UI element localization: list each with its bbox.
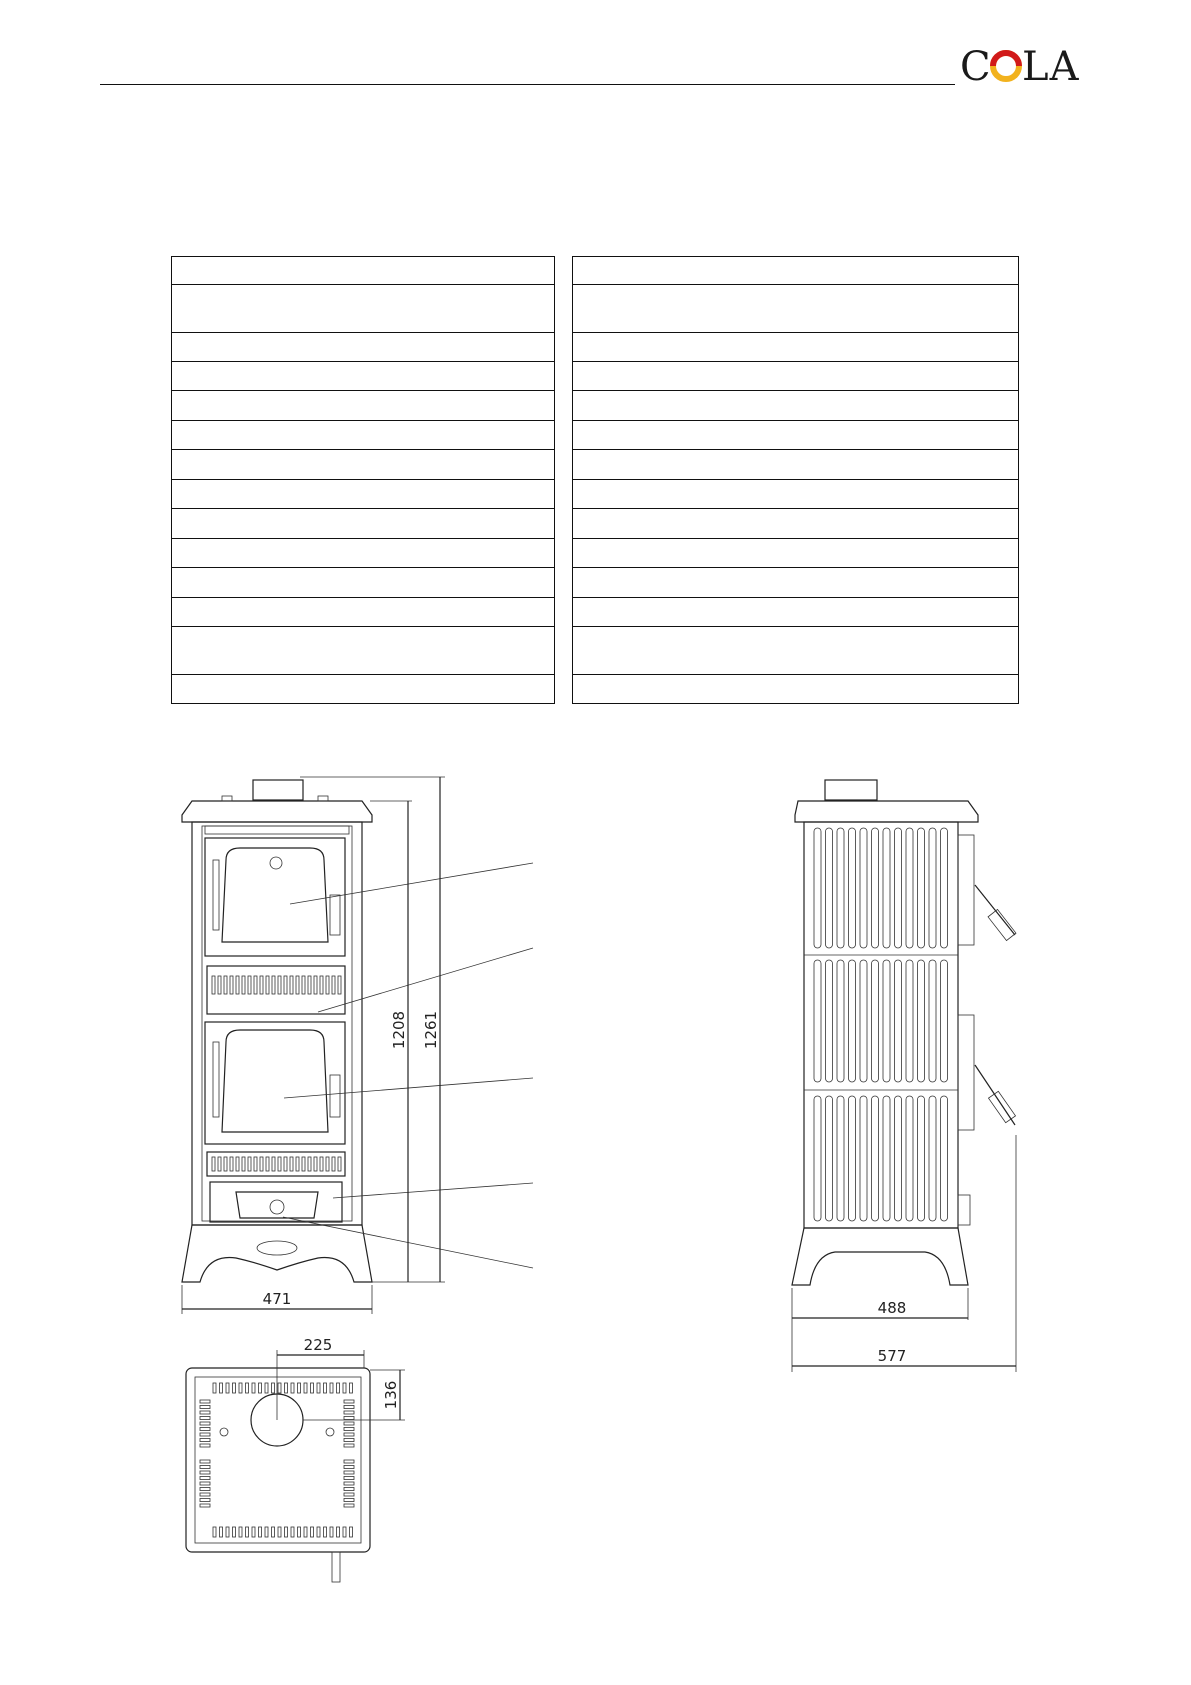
grille-slot — [320, 976, 323, 994]
top-view — [186, 1336, 405, 1582]
leader-line-1 — [290, 863, 533, 904]
side-rib — [895, 828, 902, 948]
top-slot — [317, 1383, 320, 1393]
top-slot — [246, 1527, 249, 1537]
top-slot — [233, 1527, 236, 1537]
fire-door — [205, 1022, 345, 1144]
top-slot — [200, 1499, 210, 1502]
side-rib — [918, 960, 925, 1082]
vent-grille-lower — [207, 1152, 345, 1176]
grille-slot — [290, 976, 293, 994]
grille-slot — [284, 976, 287, 994]
top-bolt-left — [220, 1428, 228, 1436]
top-slot — [344, 1417, 354, 1420]
top-slot — [200, 1482, 210, 1485]
grille-slot — [302, 1157, 305, 1171]
side-rib — [860, 1096, 867, 1221]
grille-slot — [248, 976, 251, 994]
ash-drawer — [210, 1182, 342, 1222]
top-slot — [272, 1383, 275, 1393]
side-rib — [849, 960, 856, 1082]
top-slot — [330, 1383, 333, 1393]
top-slot — [344, 1493, 354, 1496]
top-bolt-right — [326, 1428, 334, 1436]
grille-slot — [308, 1157, 311, 1171]
side-rib — [837, 960, 844, 1082]
top-slot — [324, 1383, 327, 1393]
top-slot — [200, 1428, 210, 1431]
side-fire-handle — [975, 1065, 1015, 1125]
side-base — [792, 1228, 968, 1285]
oven-hinge-left — [213, 860, 219, 930]
top-slot — [252, 1383, 255, 1393]
grille-slot — [296, 976, 299, 994]
top-slot — [200, 1488, 210, 1491]
flue-collar — [253, 780, 303, 800]
side-rib — [814, 828, 821, 948]
side-rib — [895, 1096, 902, 1221]
stove-body — [192, 822, 362, 1225]
grille-slot — [272, 976, 275, 994]
leader-line-2 — [318, 948, 533, 1012]
oven-thermometer-icon — [270, 857, 282, 869]
top-slot — [291, 1383, 294, 1393]
dim-label-flue-y: 136 — [382, 1380, 400, 1410]
top-slot — [344, 1444, 354, 1447]
top-slot — [265, 1527, 268, 1537]
grille-slot — [308, 976, 311, 994]
top-slot — [272, 1527, 275, 1537]
grille-slot — [248, 1157, 251, 1171]
grille-slot — [260, 976, 263, 994]
air-regulator-icon — [270, 1200, 284, 1214]
top-slot — [226, 1527, 229, 1537]
grille-slot — [254, 1157, 257, 1171]
grille-slot — [338, 1157, 341, 1171]
top-slot — [337, 1527, 340, 1537]
top-slot — [285, 1383, 288, 1393]
top-view-handle — [332, 1552, 340, 1582]
side-rib — [872, 1096, 879, 1221]
top-slot — [344, 1406, 354, 1409]
grille-slot — [236, 1157, 239, 1171]
side-rib — [929, 828, 936, 948]
top-slot — [200, 1444, 210, 1447]
logo-letters-la: LA — [1022, 44, 1080, 90]
top-knob-left — [222, 796, 232, 801]
grille-slot — [266, 1157, 269, 1171]
side-top-plate — [795, 801, 978, 822]
side-oven-handle-grip — [988, 909, 1016, 940]
side-rib — [872, 960, 879, 1082]
top-slot — [220, 1527, 223, 1537]
top-plate — [182, 801, 372, 822]
dim-label-side-total: 577 — [877, 1347, 907, 1365]
grille-slot — [230, 976, 233, 994]
top-slot — [344, 1428, 354, 1431]
logo-letter-c: C — [960, 44, 992, 90]
top-slot — [200, 1400, 210, 1403]
top-slot — [344, 1460, 354, 1463]
top-slot — [200, 1471, 210, 1474]
grille-slot — [332, 976, 335, 994]
top-slot — [246, 1383, 249, 1393]
side-rib — [826, 960, 833, 1082]
top-slot — [298, 1527, 301, 1537]
dim-label-body-height: 1208 — [390, 1010, 408, 1050]
top-slot — [213, 1383, 216, 1393]
side-rib — [941, 828, 948, 948]
fire-door-panel — [222, 1030, 328, 1132]
top-slot — [344, 1477, 354, 1480]
grille-slot — [242, 1157, 245, 1171]
top-slot — [285, 1527, 288, 1537]
grille-slot — [266, 976, 269, 994]
top-slot — [200, 1493, 210, 1496]
side-flue-collar — [825, 780, 877, 800]
top-slot — [220, 1383, 223, 1393]
grille-slot — [326, 1157, 329, 1171]
top-slot — [343, 1527, 346, 1537]
grille-slot — [242, 976, 245, 994]
top-slot — [298, 1383, 301, 1393]
side-rib — [837, 1096, 844, 1221]
top-slot — [200, 1460, 210, 1463]
fire-door-handle — [330, 1075, 340, 1117]
grille-slot — [224, 1157, 227, 1171]
side-rib — [814, 960, 821, 1082]
grille-slot — [212, 976, 215, 994]
oven-door-handle — [330, 895, 340, 935]
top-slot — [239, 1383, 242, 1393]
grille-slot — [218, 1157, 221, 1171]
side-rib — [929, 960, 936, 1082]
dim-label-side-body: 488 — [877, 1299, 907, 1317]
top-slot — [344, 1482, 354, 1485]
top-slot — [311, 1527, 314, 1537]
grille-slot — [338, 976, 341, 994]
brand-name: COLA — [958, 40, 961, 41]
top-slot — [200, 1504, 210, 1507]
grille-slot — [296, 1157, 299, 1171]
side-rib — [837, 828, 844, 948]
top-grill-strip — [205, 826, 349, 834]
side-rib — [883, 828, 890, 948]
side-rib — [906, 828, 913, 948]
vent-grille-frame — [207, 966, 345, 1014]
top-slot — [350, 1527, 353, 1537]
top-plate-outline — [186, 1368, 370, 1552]
top-slot — [278, 1527, 281, 1537]
top-slot — [344, 1499, 354, 1502]
side-rib — [929, 1096, 936, 1221]
top-slot — [278, 1383, 281, 1393]
top-slot — [291, 1527, 294, 1537]
side-view — [792, 780, 1016, 1372]
grille-slot — [278, 976, 281, 994]
grille-slot — [254, 976, 257, 994]
top-slot — [344, 1439, 354, 1442]
grille-slot — [278, 1157, 281, 1171]
side-ash-hinge-box — [958, 1195, 970, 1225]
side-rib — [895, 960, 902, 1082]
top-slot — [343, 1383, 346, 1393]
side-rib — [918, 828, 925, 948]
top-slot — [304, 1383, 307, 1393]
top-slot — [200, 1439, 210, 1442]
top-slot — [259, 1383, 262, 1393]
grille-slot — [314, 976, 317, 994]
side-rib — [906, 1096, 913, 1221]
grille-slot — [218, 976, 221, 994]
front-view — [182, 777, 533, 1314]
top-slot — [252, 1527, 255, 1537]
dim-label-total-height: 1261 — [422, 1010, 440, 1050]
grille-slot — [284, 1157, 287, 1171]
top-slot — [233, 1383, 236, 1393]
top-slot — [200, 1433, 210, 1436]
vent-grille-upper — [207, 966, 345, 1014]
side-body — [804, 822, 958, 1228]
top-slot — [200, 1406, 210, 1409]
lower-grille-frame — [207, 1152, 345, 1176]
oven-door-panel — [222, 848, 328, 942]
dim-label-flue-x: 225 — [303, 1336, 333, 1354]
side-rib — [849, 828, 856, 948]
top-plate-inner — [195, 1377, 361, 1543]
top-slot — [200, 1411, 210, 1414]
top-slot — [200, 1466, 210, 1469]
grille-slot — [320, 1157, 323, 1171]
grille-slot — [236, 976, 239, 994]
side-oven-hinge-box — [958, 835, 974, 945]
top-knob-right — [318, 796, 328, 801]
side-rib — [849, 1096, 856, 1221]
top-slot — [213, 1527, 216, 1537]
top-slot — [344, 1488, 354, 1491]
top-slot — [317, 1527, 320, 1537]
top-slot — [265, 1383, 268, 1393]
base-badge — [257, 1241, 297, 1255]
grille-slot — [290, 1157, 293, 1171]
side-rib — [918, 1096, 925, 1221]
side-rib — [883, 1096, 890, 1221]
top-slot — [330, 1527, 333, 1537]
top-slot — [344, 1400, 354, 1403]
top-slot — [344, 1471, 354, 1474]
side-rib — [826, 1096, 833, 1221]
side-rib — [860, 828, 867, 948]
side-rib — [826, 828, 833, 948]
top-slot — [226, 1383, 229, 1393]
side-fire-handle-grip — [988, 1091, 1015, 1122]
side-rib — [872, 828, 879, 948]
top-slot — [304, 1527, 307, 1537]
top-slot — [350, 1383, 353, 1393]
grille-slot — [302, 976, 305, 994]
grille-slot — [326, 976, 329, 994]
dim-label-width: 471 — [262, 1290, 292, 1308]
top-slot — [200, 1477, 210, 1480]
top-slot — [344, 1504, 354, 1507]
side-rib — [941, 1096, 948, 1221]
side-rib — [860, 960, 867, 1082]
top-slot — [344, 1433, 354, 1436]
top-slot — [344, 1466, 354, 1469]
stove-base — [182, 1225, 372, 1282]
grille-slot — [224, 976, 227, 994]
grille-slot — [260, 1157, 263, 1171]
grille-slot — [230, 1157, 233, 1171]
side-rib — [883, 960, 890, 1082]
side-fire-hinge-box — [958, 1015, 974, 1130]
top-slot — [259, 1527, 262, 1537]
side-rib — [814, 1096, 821, 1221]
leader-line-4 — [333, 1183, 533, 1198]
top-slot — [200, 1417, 210, 1420]
top-slot — [337, 1383, 340, 1393]
fire-hinge-left — [213, 1042, 219, 1117]
grille-slot — [332, 1157, 335, 1171]
top-slot — [239, 1527, 242, 1537]
top-slot — [200, 1422, 210, 1425]
grille-slot — [212, 1157, 215, 1171]
side-rib — [906, 960, 913, 1082]
side-oven-handle — [975, 885, 1015, 935]
side-rib — [941, 960, 948, 1082]
oven-door — [205, 838, 345, 956]
ash-drawer-frame — [210, 1182, 342, 1222]
grille-slot — [272, 1157, 275, 1171]
top-slot — [344, 1411, 354, 1414]
top-slot — [344, 1422, 354, 1425]
grille-slot — [314, 1157, 317, 1171]
top-slot — [311, 1383, 314, 1393]
top-slot — [324, 1527, 327, 1537]
